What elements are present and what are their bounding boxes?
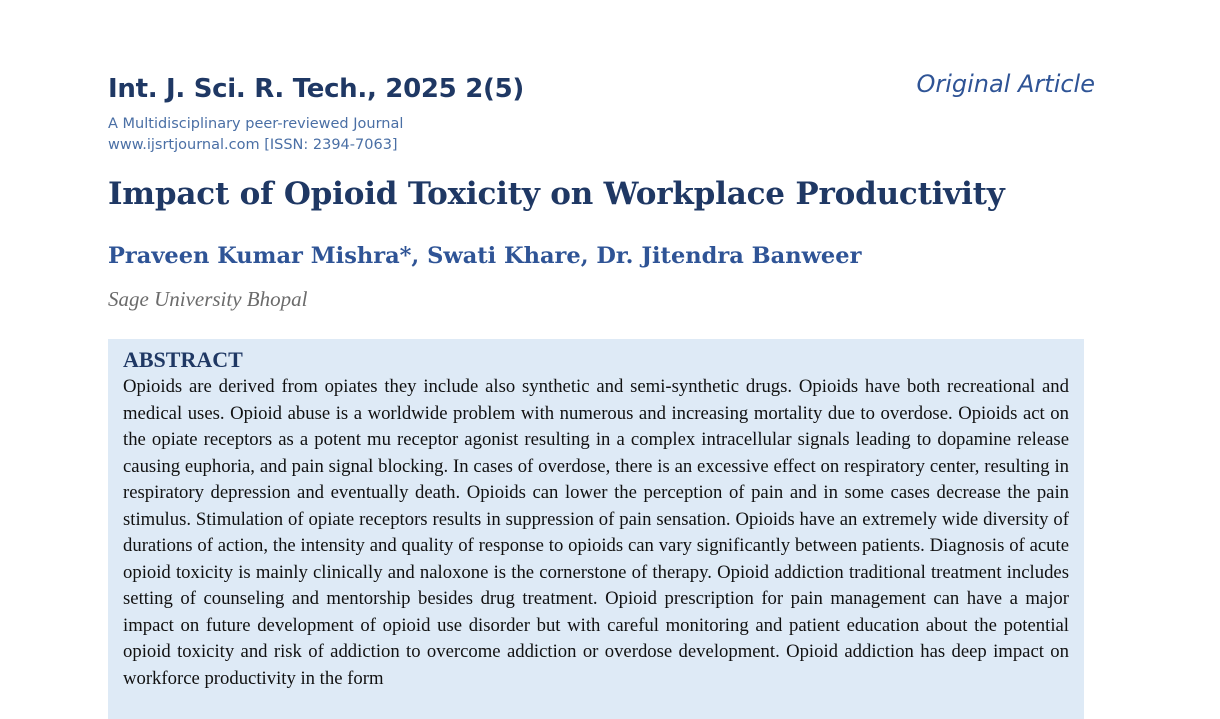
author-affiliation: Sage University Bhopal: [108, 287, 308, 311]
journal-tagline: A Multidisciplinary peer-reviewed Journal: [108, 116, 404, 132]
journal-info: [108, 114, 403, 156]
abstract-section: [108, 339, 1084, 719]
abstract-heading: ABSTRACT: [123, 347, 243, 372]
abstract-text: Opioids are derived from opiates they include also synthetic and semi-synthetic drugs. Opioids have both recreational and medical uses. Opioid abuse is a worldwide problem with numerous and increasing mortality due to overdose. Opioids act on the opiate receptors as a potent mu receptor agonist resulting in a complex intracellular signals leading to dopamine release causing euphoria, and pain signal blocking. In cases of overdose, there is an excessive effect on respiratory center, resulting in respiratory depression and eventually death. Opioids can lower the perception of pain and in some cases decrease the pain stimulus. Stimulation of opiate receptors results in suppression of pain sensation. Opioids have an extremely wide diversity of durations of action, the intensity and quality of response to opioids can vary significantly between patients. Diagnosis of acute opioid toxicity is mainly clinically and naloxone is the cornerstone of therapy. Opioid addiction traditional treatment includes setting of counseling and mentorship besides drug treatment. Opioid prescription for pain management can have a major impact on future development of opioid use disorder but with careful monitoring and patient education about the potential opioid toxicity and risk of addiction to overcome addiction or overdose development. Opioid addiction has deep impact on workforce productivity in the form: [123, 376, 1069, 689]
journal-website: www.ijsrtjournal.com [ISSN: 2394-7063]: [108, 137, 398, 153]
author-list: Praveen Kumar Mishra*, Swati Khare, Dr. Jitendra Banweer: [108, 243, 862, 269]
article-type-label: Original Article: [916, 70, 1095, 98]
paper-title: Impact of Opioid Toxicity on Workplace Productivity: [108, 176, 1005, 212]
journal-title: Int. J. Sci. R. Tech., 2025 2(5): [108, 74, 524, 104]
